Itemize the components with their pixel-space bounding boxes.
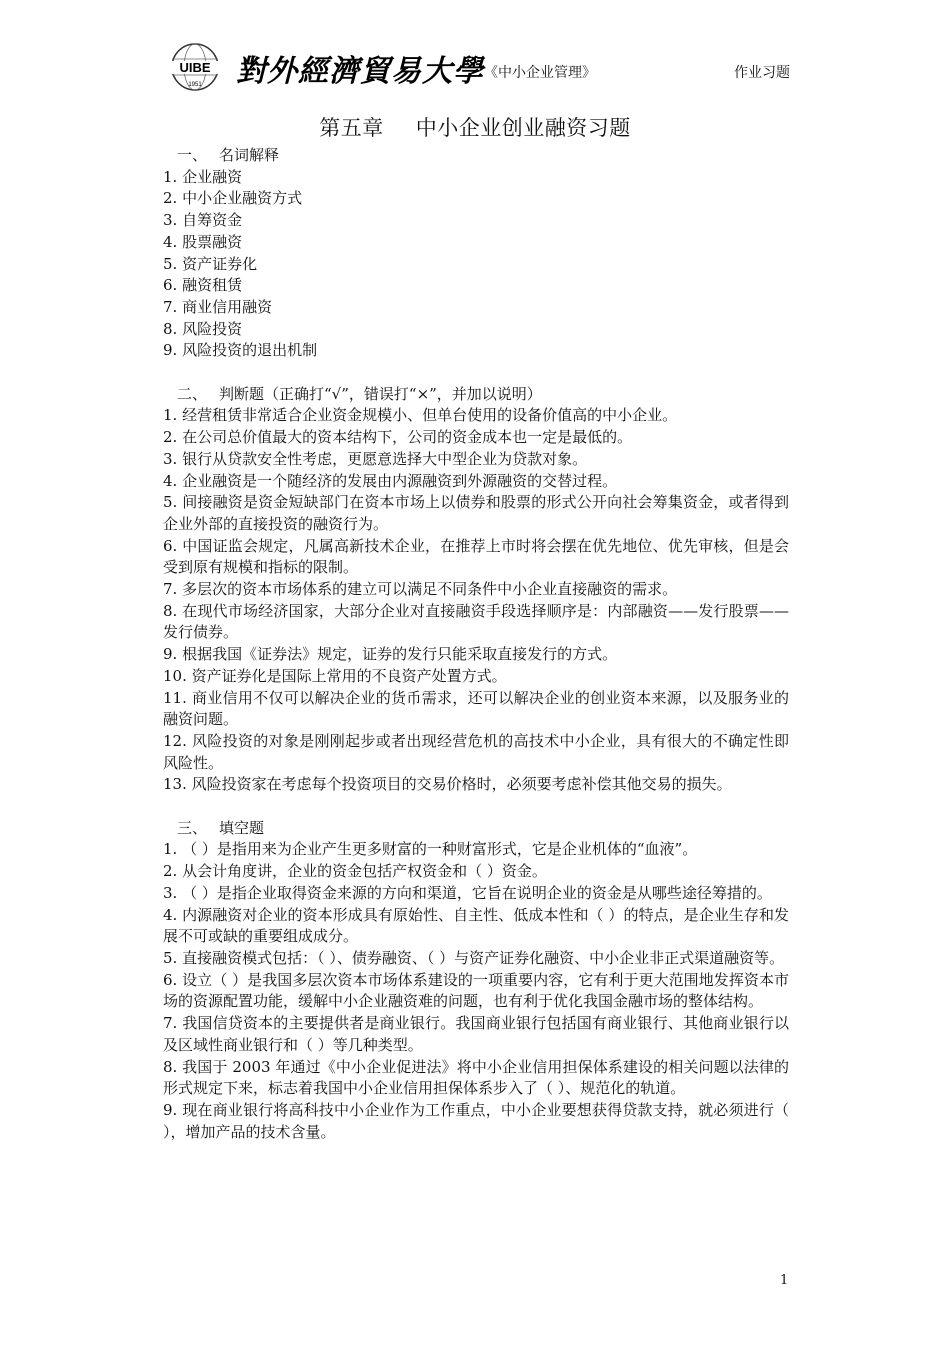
logo-text: UIBE: [179, 60, 211, 75]
list-item: 8. 我国于 2003 年通过《中小企业促进法》将中小企业信用担保体系建设的相关问题以法律的形式规定下来，标志着我国中小企业信用担保体系步入了（ ）、规范化的轨道。: [163, 1057, 789, 1098]
list-item: 2. 中小企业融资方式: [163, 189, 303, 208]
list-item: 1. （ ）是指用来为企业产生更多财富的一种财富形式，它是企业机体的“血液”。: [163, 840, 698, 859]
list-item: 4. 内源融资对企业的资本形成具有原始性、自主性、低成本性和（ ）的特点，是企业生存和发展不可或缺的重要组成成分。: [163, 905, 789, 946]
chapter-name: 中小企业创业融资习题: [415, 116, 631, 140]
list-item: 2. 从会计角度讲，企业的资金包括产权资金和（ ）资金。: [163, 862, 547, 881]
list-item: 11. 商业信用不仅可以解决企业的货币需求，还可以解决企业的创业资本来源，以及服务业的融资问题。: [163, 688, 789, 729]
university-name: 對外經濟貿易大學: [236, 54, 484, 89]
section-heading-1: 一、 名词解释: [177, 146, 280, 164]
list-item: 12. 风险投资的对象是刚刚起步或者出现经营危机的高技术中小企业，具有很大的不确定性即风险性。: [163, 731, 789, 772]
list-item: 2. 在公司总价值最大的资本结构下，公司的资金成本也一定是最低的。: [163, 428, 633, 447]
list-item: 3. （ ）是指企业取得资金来源的方向和渠道，它旨在说明企业的资金是从哪些途径筹措的。: [163, 883, 772, 902]
section-heading-2: 二、 判断题（正确打“√”，错误打“×”，并加以说明）: [177, 384, 542, 403]
university-logo: [162, 42, 228, 92]
list-item: 3. 自筹资金: [163, 211, 243, 230]
chapter-number: 第五章: [319, 116, 384, 140]
list-item: 1. 企业融资: [163, 167, 243, 186]
list-item: 3. 银行从贷款安全性考虑，更愿意选择大中型企业为贷款对象。: [163, 449, 588, 468]
list-item: 9. 风险投资的退出机制: [163, 341, 318, 360]
list-item: 9. 现在商业银行将高科技中小企业作为工作重点，中小企业要想获得贷款支持，就必须进行（ ），增加产品的技术含量。: [163, 1100, 789, 1141]
page-number: 1: [780, 1273, 789, 1288]
logo-year: 1951: [188, 82, 202, 88]
list-item: 13. 风险投资家在考虑每个投资项目的交易价格时，必须要考虑补偿其他交易的损失。: [163, 775, 732, 794]
list-item: 7. 我国信贷资本的主要提供者是商业银行。我国商业银行包括国有商业银行、其他商业银行以及区域性商业银行和（ ）等几种类型。: [163, 1014, 789, 1054]
section-heading-3: 三、 填空题: [177, 818, 265, 837]
list-item: 6. 设立（ ）是我国多层次资本市场体系建设的一项重要内容，它有利于更大范围地发挥资本市场的资源配置功能，缓解中小企业融资难的问题，也有利于优化我国金融市场的整体结构。: [163, 970, 789, 1011]
document-type: 作业习题: [734, 65, 790, 81]
list-item: 9. 根据我国《证券法》规定，证券的发行只能采取直接发行的方式。: [163, 645, 618, 664]
list-item: 7. 多层次的资本市场体系的建立可以满足不同条件中小企业直接融资的需求。: [163, 580, 678, 599]
chapter-title: [0, 112, 950, 142]
list-item: 1. 经营租赁非常适合企业资金规模小、但单台使用的设备价值高的中小企业。: [163, 406, 678, 425]
page-header: [162, 40, 790, 96]
list-item: 6. 融资租赁: [163, 276, 243, 295]
list-item: 5. 间接融资是资金短缺部门在资本市场上以债券和股票的形式公开向社会筹集资金，或者得到企业外部的直接投资的融资行为。: [163, 493, 789, 533]
list-item: 6. 中国证监会规定，凡属高新技术企业，在推荐上市时将会摆在优先地位、优先审核，但是会受到原有规模和指标的限制。: [163, 536, 789, 577]
exercise-content: [163, 145, 789, 1143]
list-item: 5. 直接融资模式包括：（ ）、债券融资、（ ）与资产证券化融资、中小企业非正式渠道融资等。: [163, 948, 785, 967]
list-item: 10. 资产证券化是国际上常用的不良资产处置方式。: [163, 666, 507, 685]
course-name: 《中小企业管理》: [484, 65, 596, 81]
list-item: 5. 资产证券化: [163, 254, 258, 273]
list-item: 7. 商业信用融资: [163, 297, 273, 316]
list-item: 4. 企业融资是一个随经济的发展由内源融资到外源融资的交替过程。: [163, 471, 618, 490]
list-item: 8. 在现代市场经济国家，大部分企业对直接融资手段选择顺序是：内部融资——发行股票——发行债券。: [163, 601, 789, 642]
list-item: 8. 风险投资: [163, 319, 243, 338]
list-item: 4. 股票融资: [163, 232, 243, 251]
